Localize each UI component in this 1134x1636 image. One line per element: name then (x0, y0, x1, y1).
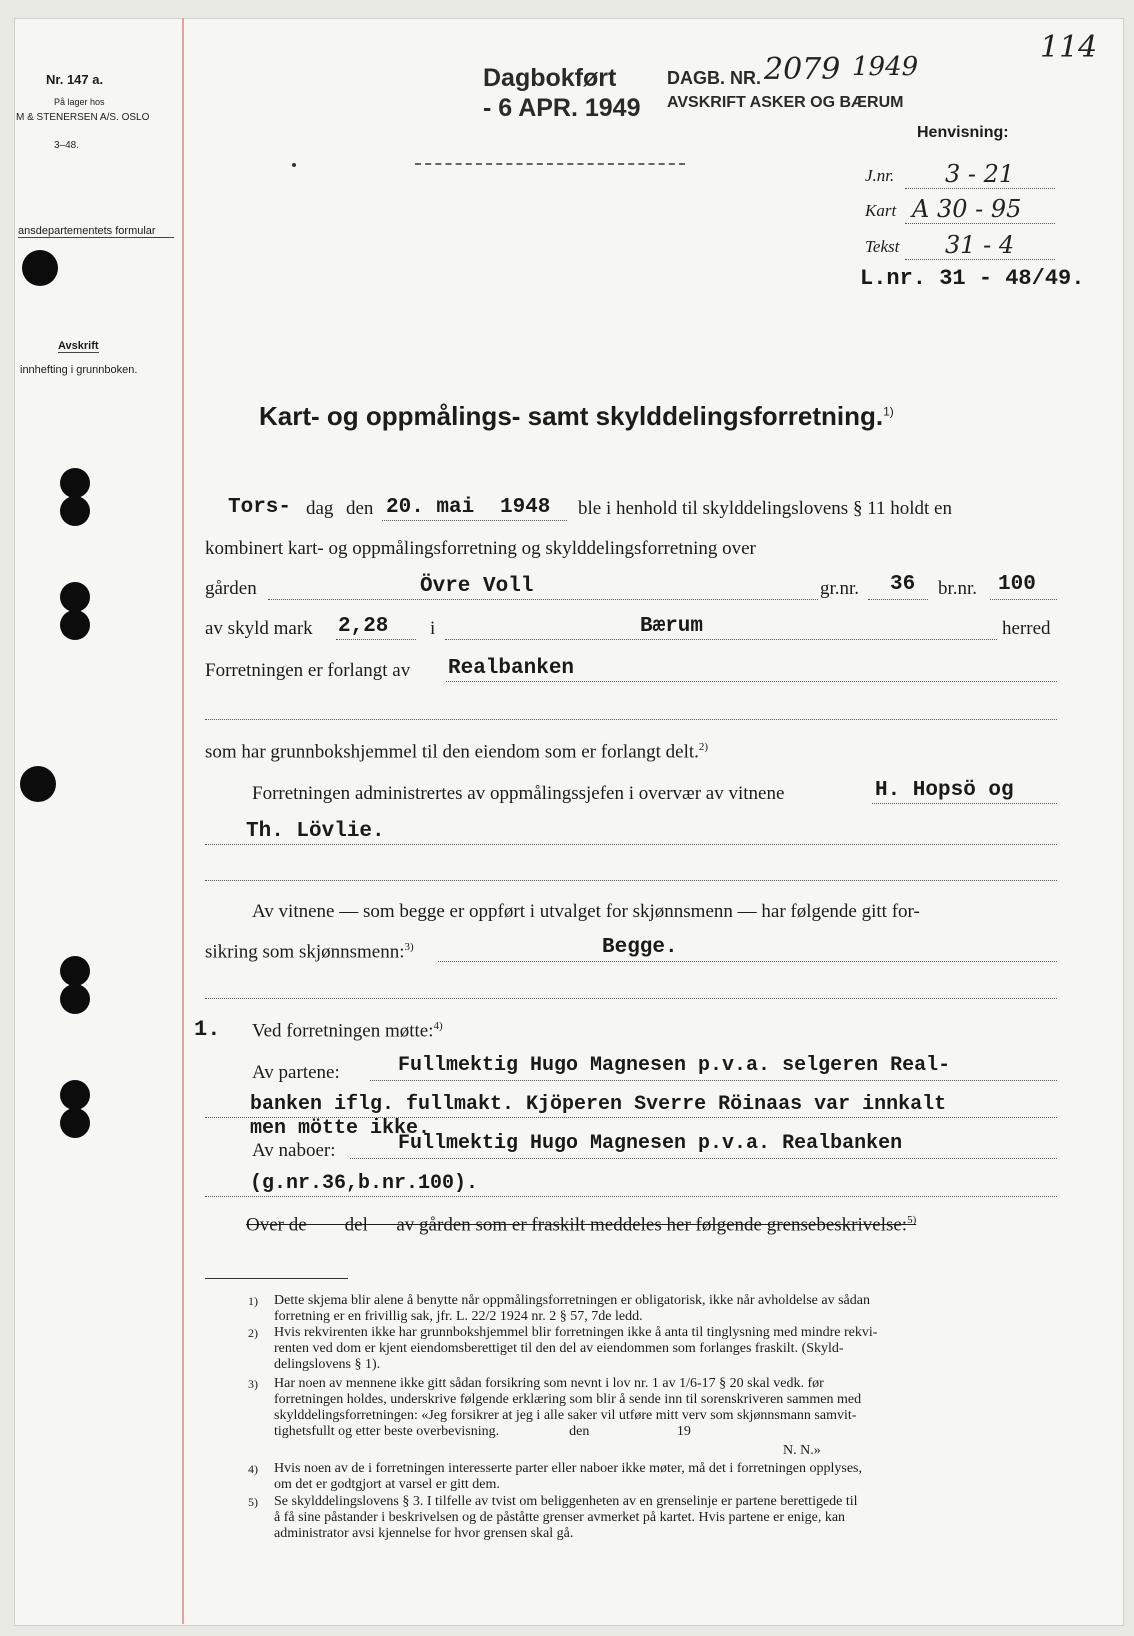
brnr-label: br.nr. (938, 578, 978, 599)
grnr-label: gr.nr. (820, 578, 860, 599)
brnr-value: 100 (998, 573, 1036, 596)
skjonn-line1: Av vitnene — som begge er oppført i utvalget for skjønnsmenn — har følgende gitt for- (252, 901, 920, 922)
intro-text: ble i henhold til skylddelingslovens § 11 holdt en (578, 498, 952, 519)
requested-value: Realbanken (448, 657, 575, 680)
punch-hole (60, 468, 90, 498)
herred-label: herred (1002, 618, 1051, 639)
herred-value: Bærum (640, 615, 704, 638)
skjonn-value: Begge. (602, 936, 678, 959)
neighbours-label: Av naboer: (252, 1140, 336, 1161)
parties-line3: men mötte ikke. (250, 1117, 431, 1140)
print-date: 3–48. (54, 140, 80, 151)
dagbokfort-date: - 6 APR. 1949 (483, 94, 641, 122)
day-prefix: Tors- (228, 496, 292, 519)
skyld-value: 2,28 (338, 615, 389, 638)
punch-hole (22, 250, 58, 286)
dagb-nr-value: 2079 (764, 52, 841, 87)
year-value: 1948 (500, 496, 551, 519)
copy-note: innhefting i grunnboken. (20, 364, 138, 376)
dagbokfort-stamp: Dagbokført (483, 64, 617, 92)
punch-hole (20, 766, 56, 802)
footnote-signature: N. N.» (783, 1443, 821, 1458)
dagb-nr-year: 1949 (852, 52, 919, 82)
kart-label: Kart (865, 201, 897, 220)
requested-label: Forretningen er forlangt av (205, 660, 411, 681)
neighbours-line1: Fullmektig Hugo Magnesen p.v.a. Realbanken (398, 1132, 903, 1155)
form-number: Nr. 147 a. (46, 72, 104, 87)
grnr-value: 36 (890, 573, 916, 596)
garden-label: gården (205, 578, 257, 599)
punch-hole (60, 1108, 90, 1138)
lnr-value: L.nr. 31 - 48/49. (860, 266, 1085, 291)
struck-boundary-text: Over de del av gården som er fraskilt meddeles her følgende grensebeskrivelse:$^{5)}$ (246, 1214, 917, 1236)
kart-value: A 30 - 95 (912, 195, 1022, 223)
punch-hole (60, 496, 90, 526)
date-value: 20. mai (386, 496, 475, 519)
intro-line2: kombinert kart- og oppmålingsforretning og skylddelingsforretning over (205, 538, 756, 559)
tekst-value: 31 - 4 (945, 231, 1015, 259)
pencil-mark (415, 163, 685, 165)
i-label: i (430, 618, 436, 639)
printer-line: På lager hos (54, 97, 105, 107)
admin-text: Forretningen administrertes av oppmålingssjefen i overvær av vitnene (252, 783, 785, 804)
present-label: Ved forretningen møtte:$^{4)}$ (252, 1020, 443, 1042)
avskrift-stamp: AVSKRIFT ASKER OG BÆRUM (667, 94, 904, 111)
skyld-label: av skyld mark (205, 618, 313, 639)
jnr-value: 3 - 21 (945, 160, 1015, 188)
punch-hole (60, 1080, 90, 1110)
punch-hole (60, 984, 90, 1014)
jnr-label: J.nr. (865, 166, 895, 185)
tekst-label: Tekst (865, 237, 900, 256)
margin-rule (182, 18, 184, 1624)
skjonn-line2: sikring som skjønnsmenn:$^{3)}$ (205, 941, 414, 963)
hjemmel-text: som har grunnbokshjemmel til den eiendom som er forlangt delt.$^{2)}$ (205, 741, 709, 763)
item-number: 1. (194, 1017, 221, 1042)
neighbours-line2: (g.nr.36,b.nr.100). (250, 1172, 479, 1195)
dagb-nr-label: DAGB. NR. (667, 68, 761, 88)
footnote-rule (205, 1278, 348, 1279)
garden-value: Övre Voll (420, 575, 534, 598)
den-label: den (346, 498, 374, 519)
parties-label: Av partene: (252, 1062, 340, 1083)
parties-line2: banken iflg. fullmakt. Kjöperen Sverre Röinaas var innkalt (250, 1093, 947, 1116)
parties-line1: Fullmektig Hugo Magnesen p.v.a. selgeren Real- (398, 1054, 951, 1077)
punch-hole (60, 610, 90, 640)
punch-hole (60, 582, 90, 612)
reference-heading: Henvisning: (917, 124, 1009, 141)
copy-label: Avskrift (58, 340, 99, 352)
witness-1: H. Hopsö og (875, 779, 1014, 802)
punch-hole (60, 956, 90, 986)
page-title: Kart- og oppmålings- samt skylddelingsforretning.$^{1)}$ (259, 401, 894, 431)
department-form: ansdepartementets formular (18, 225, 174, 238)
dag-label: dag (306, 498, 334, 519)
printer-name: M & STENERSEN A/S. OSLO (16, 112, 150, 123)
dot-mark (292, 163, 296, 167)
witness-2: Th. Lövlie. (246, 820, 385, 843)
page-number: 114 (1040, 30, 1098, 65)
